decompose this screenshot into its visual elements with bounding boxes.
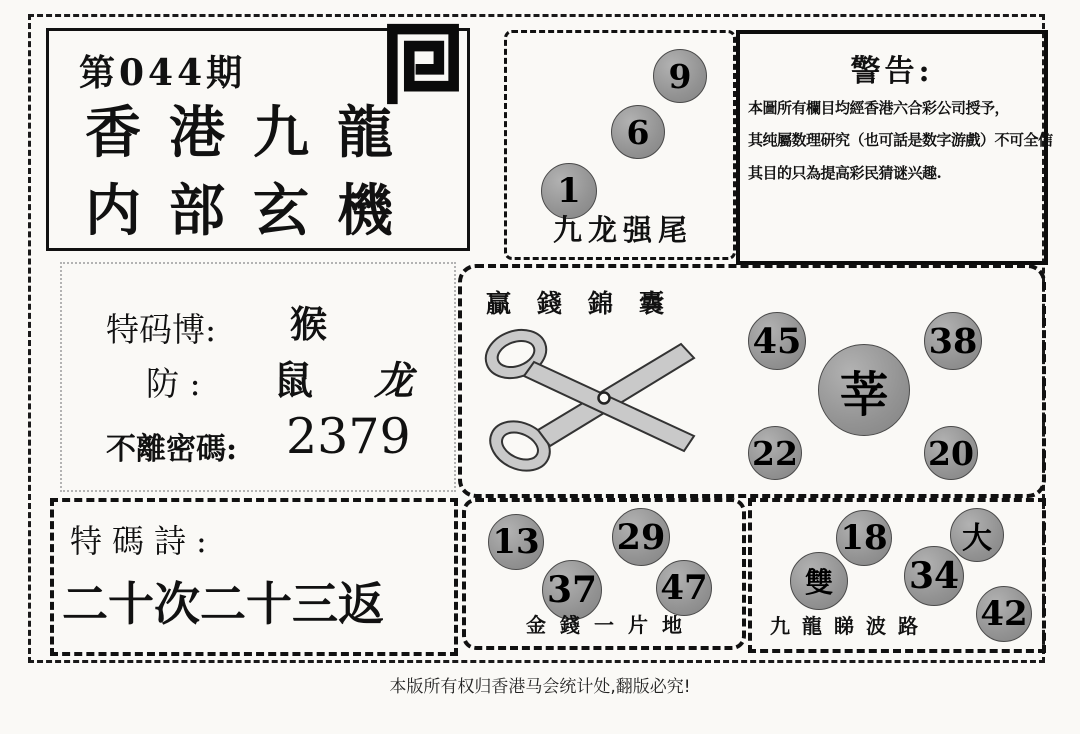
watch-wave-box bbox=[748, 498, 1046, 653]
number-ball: 20 bbox=[924, 426, 978, 480]
number-ball: 9 bbox=[653, 49, 707, 103]
masthead-title-line1: 香港九龍 bbox=[85, 100, 421, 166]
warning-title: 警告: bbox=[850, 54, 934, 89]
warning-text bbox=[748, 92, 1053, 189]
number-ball: 13 bbox=[488, 514, 544, 570]
money-tips-heading: 贏錢錦囊 bbox=[486, 289, 691, 318]
poem-text: 二十次二十三返 bbox=[62, 577, 384, 631]
warning-line: 其目的只為提高彩民猜谜兴趣. bbox=[748, 163, 942, 182]
zodiac-ball: 莘 bbox=[818, 344, 910, 436]
masthead-title-line2: 内部玄機 bbox=[85, 178, 421, 244]
money-ground-caption: 金錢一片地 bbox=[526, 613, 696, 637]
special-code-label: 特码博: bbox=[106, 310, 217, 349]
copyright-footer: 本版所有权归香港马会统计处,翻版必究! bbox=[389, 677, 691, 697]
money-ground-box bbox=[462, 498, 746, 650]
number-ball: 18 bbox=[836, 510, 892, 566]
guard-zodiac: 鼠 bbox=[274, 359, 314, 404]
guard-zodiac: 龙 bbox=[374, 359, 414, 404]
number-ball: 34 bbox=[904, 546, 964, 606]
poem-box bbox=[50, 498, 458, 656]
poem-label: 特碼詩: bbox=[70, 522, 217, 560]
strong-tail-caption: 九龙强尾 bbox=[552, 213, 693, 247]
square-spiral-logo-icon bbox=[386, 22, 460, 106]
guard-label: 防 : bbox=[146, 364, 201, 403]
warning-line: 其纯屬数理研究（也可話是数字游戲）不可全信 bbox=[748, 131, 1053, 150]
warning-box bbox=[736, 30, 1053, 265]
special-code-zodiac: 猴 bbox=[290, 303, 327, 346]
issue-number: 第044期 bbox=[79, 52, 247, 94]
secret-code-value: 2379 bbox=[286, 408, 411, 465]
number-ball: 38 bbox=[924, 312, 982, 370]
number-ball: 29 bbox=[612, 508, 670, 566]
char-ball: 大 bbox=[950, 508, 1004, 562]
warning-line: 本圖所有欄目均經香港六合彩公司授予， bbox=[748, 99, 1010, 117]
special-code-box bbox=[60, 262, 456, 492]
money-tips-box bbox=[458, 264, 1046, 498]
watch-wave-caption: 九龍睇波路 bbox=[770, 614, 930, 638]
number-ball: 47 bbox=[656, 560, 712, 616]
scissors-icon bbox=[476, 318, 711, 480]
strong-tail-box bbox=[504, 30, 736, 260]
number-ball: 42 bbox=[976, 586, 1032, 642]
number-ball: 1 bbox=[541, 163, 597, 219]
number-ball: 45 bbox=[748, 312, 806, 370]
number-ball: 37 bbox=[542, 560, 602, 620]
char-ball: 雙 bbox=[790, 552, 848, 610]
secret-code-label: 不離密碼: bbox=[106, 432, 238, 467]
number-ball: 6 bbox=[611, 105, 665, 159]
number-ball: 22 bbox=[748, 426, 802, 480]
